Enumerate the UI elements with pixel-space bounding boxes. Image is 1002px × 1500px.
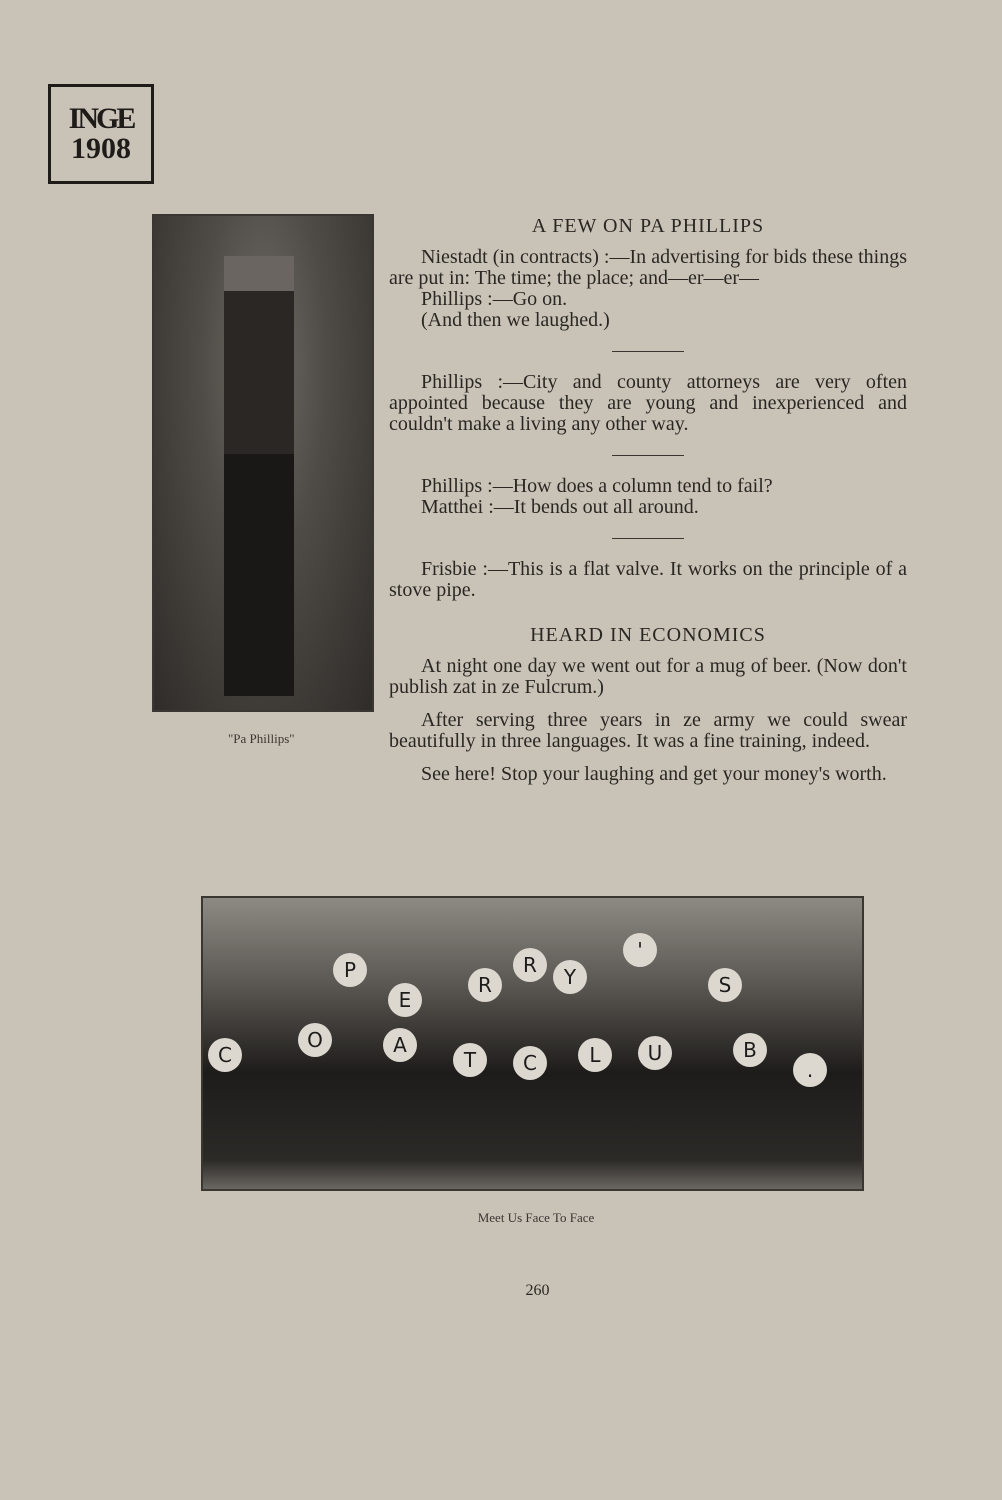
paragraph: Niestadt (in contracts) :—In advertising for bids these things are put in: The time; the place; and—er—er— <box>389 246 907 289</box>
paragraph: Phillips :—Go on. <box>421 288 568 310</box>
standing-man-figure <box>224 256 294 696</box>
yearbook-logo <box>48 84 154 184</box>
divider <box>612 455 684 456</box>
paragraph: Phillips :—How does a column tend to fail? <box>421 475 773 497</box>
pa-phillips-photo <box>152 214 374 712</box>
page-number: 260 <box>525 1282 550 1299</box>
letter-circle: R <box>468 968 502 1002</box>
divider <box>612 351 684 352</box>
paragraph: At night one day we went out for a mug of beer. (Now don't publish zat in ze Fulcrum.) <box>389 655 907 698</box>
letter-circle: T <box>453 1043 487 1077</box>
paragraph: After serving three years in ze army we could swear beautifully in three languages. It was a fine training, indeed. <box>389 709 907 752</box>
letter-circle: S <box>708 968 742 1002</box>
divider <box>612 538 684 539</box>
letter-circle: A <box>383 1028 417 1062</box>
letter-circle: P <box>333 953 367 987</box>
section-title: A FEW ON PA PHILLIPS <box>531 215 765 237</box>
coat-club-photo <box>201 896 864 1191</box>
letter-circle: B <box>733 1033 767 1067</box>
letter-circle: L <box>578 1038 612 1072</box>
photo-caption: "Pa Phillips" <box>228 731 295 746</box>
letter-circle: . <box>793 1053 827 1087</box>
logo-year: 1908 <box>71 132 131 165</box>
paragraph: Phillips :—City and county attorneys are very often appointed because they are young and inexperienced and couldn't make a living any other way. <box>389 371 907 435</box>
letter-circle: U <box>638 1036 672 1070</box>
letter-circle: O <box>298 1023 332 1057</box>
letter-circle: E <box>388 983 422 1017</box>
paragraph: (And then we laughed.) <box>421 309 610 331</box>
logo-monogram: INGE <box>68 102 134 135</box>
letter-circle: R <box>513 948 547 982</box>
article-text <box>389 216 907 785</box>
letter-circle: Y <box>553 960 587 994</box>
paragraph: Frisbie :—This is a flat valve. It works on the principle of a stove pipe. <box>389 558 907 601</box>
paragraph: See here! Stop your laughing and get your money's worth. <box>421 763 887 785</box>
letter-circle: C <box>208 1038 242 1072</box>
photo-caption: Meet Us Face To Face <box>477 1210 595 1225</box>
paragraph: Matthei :—It bends out all around. <box>421 496 699 518</box>
section-title: HEARD IN ECONOMICS <box>530 624 766 646</box>
letter-circle: C <box>513 1046 547 1080</box>
letter-circle: ' <box>623 933 657 967</box>
